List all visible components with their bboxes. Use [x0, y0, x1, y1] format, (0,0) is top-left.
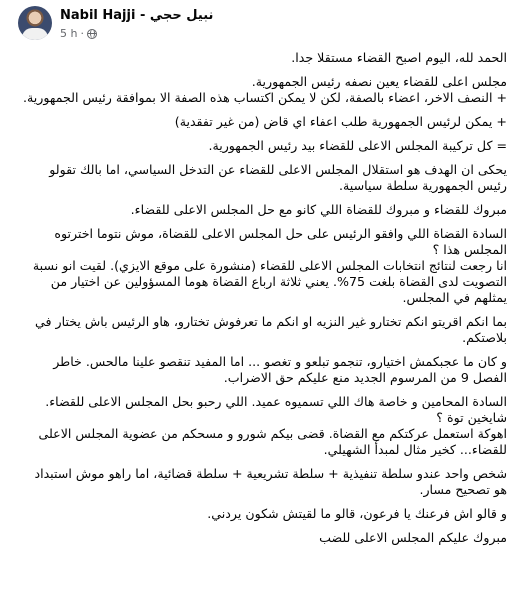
post-paragraph [18, 74, 507, 106]
post-line: يحكى ان الهدف هو استقلال المجلس الاعلى للقضاء عن التدخل السياسي، اما بالك تقولو رئيس الجمهورية سلطة سياسية. [49, 162, 507, 193]
post-meta [60, 27, 97, 40]
post-line: السادة المحامين و خاصة هاك اللي تسميوه عميد. اللي رحبو بحل المجلس الاعلى للقضاء. شايخين توة ؟ [45, 394, 507, 425]
meta-separator: · [80, 27, 84, 40]
post-line: + النصف الاخر، اعضاء بالصفة، لكن لا يمكن اكتساب هذه الصفة الا بموافقة رئيس الجمهورية. [23, 90, 507, 105]
post-line: اهوكة استعمل عركتكم مع القضاة. قضى بيكم شورو و مسحكم من عضوية المجلس الاعلى للقضاء... كخير مثال لمبدأ الشهيلي. [38, 426, 507, 457]
post-paragraph [18, 354, 507, 386]
post-paragraph [18, 226, 507, 306]
author-name[interactable]: Nabil Hajji - نبيل حجي [60, 8, 214, 23]
post-line: شخص واحد عندو سلطة تنفيذية + سلطة تشريعية + سلطة قضائية، اما راهو موش استبداد هو تصحيح مسار. [34, 466, 507, 497]
post-line: السادة القضاة اللي وافقو الرئيس على حل المجلس الاعلى للقضاة، موش نتوما اخترتوه المجلس هذا ؟ [54, 226, 507, 257]
post-line: بما انكم اقريتو انكم تختارو غير النزيه او انكم ما تعرفوش تختارو، هاو الرئيس باش يختار في بلاصتكم. [35, 314, 507, 345]
post-line: الحمد لله، اليوم اصبح القضاء مستقلا جدا. [291, 50, 507, 65]
post-paragraph [18, 466, 507, 498]
post-line: مبروك عليكم المجلس الاعلى للضب [319, 530, 507, 545]
post-line: و قالو اش فرعنك يا فرعون، قالو ما لقيتش شكون يردني. [207, 506, 507, 521]
post-paragraph [18, 162, 507, 194]
post-line: = كل تركيبة المجلس الاعلى للقضاء بيد رئيس الجمهورية. [208, 138, 507, 153]
post-paragraph [18, 138, 507, 154]
globe-icon[interactable] [87, 29, 97, 39]
post-paragraph [18, 530, 507, 546]
post-line: مبروك للقضاء و مبروك للقضاة اللي كانو مع حل المجلس الاعلى للقضاء. [130, 202, 507, 217]
post-header [12, 0, 509, 50]
post-line: مجلس اعلى للقضاء يعين نصفه رئيس الجمهورية. [251, 74, 507, 89]
post-paragraph [18, 50, 507, 66]
post-time[interactable]: 5 h [60, 27, 78, 40]
post-paragraph [18, 202, 507, 218]
post-line: و كان ما عجبكمش اختيارو، تنجمو تبلعو و تغصو ... اما المفيد تنقصو علينا مالحس. خاطر الفصل 9 من المرسوم الجديد منع عليكم حق الاضراب. [53, 354, 507, 385]
post-paragraph [18, 394, 507, 458]
author-avatar[interactable] [18, 6, 52, 40]
post-line: + يمكن لرئيس الجمهورية طلب اعفاء اي قاض (من غير تفقدية) [174, 114, 507, 129]
post-line: انا رجعت لنتائج انتخابات المجلس الاعلى للقضاء (منشورة على موقع الايزي). لقيت انو نسبة التصويت لدى القضاة بلغت 75%. يعني ثلاثة ارباع القضاة هوما المسؤولين عن اختيار من يمثلهم في المجلس. [32, 258, 507, 305]
post-paragraph [18, 506, 507, 522]
post-paragraph [18, 314, 507, 346]
post-paragraph [18, 114, 507, 130]
post-body [12, 50, 509, 546]
